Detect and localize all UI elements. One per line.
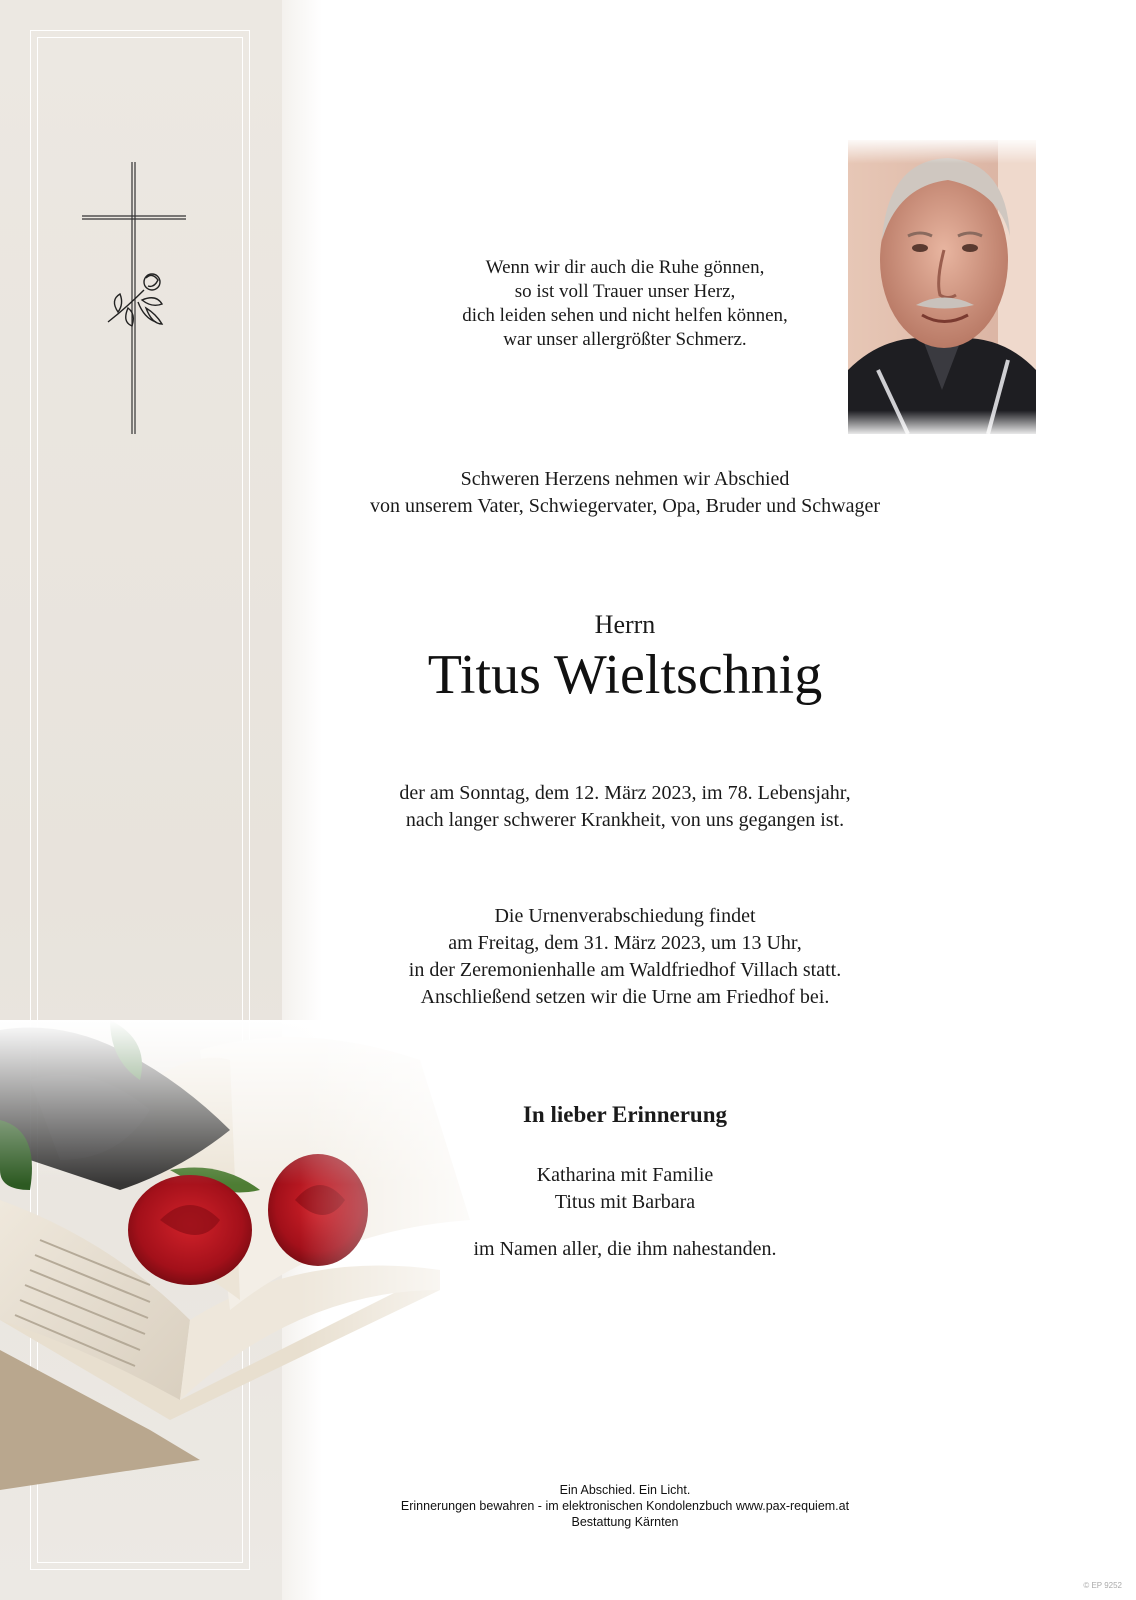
salutation: Herrn [594,610,656,639]
footer [300,1482,950,1530]
poem-line: war unser allergrößter Schmerz. [503,329,747,350]
ceremony-line: am Freitag, dem 31. März 2023, um 13 Uhr, [448,932,802,954]
closing-line: im Namen aller, die ihm nahestanden. [473,1238,777,1260]
death-notice-line: der am Sonntag, dem 12. März 2023, im 78. Lebensjahr, [399,782,851,804]
death-notice [300,780,950,834]
death-notice-line: nach langer schwerer Krankheit, von uns gegangen ist. [405,809,845,831]
deceased-name: Titus Wieltschnig [427,644,823,706]
ceremony-line: in der Zeremonienhalle am Waldfriedhof Villach statt. [408,959,842,981]
ceremony-details [300,903,950,1011]
intro-line: Schweren Herzens nehmen wir Abschied [460,468,790,490]
mourner: Titus mit Barbara [554,1191,696,1213]
farewell-intro [300,466,950,520]
mourner: Katharina mit Familie [536,1164,714,1186]
ceremony-line: Die Urnenverabschiedung findet [494,905,756,927]
footer-line: Erinnerungen bewahren - im elektronischen Kondolenzbuch www.pax-requiem.at [400,1499,850,1513]
poem-line: so ist voll Trauer unser Herz, [514,281,736,302]
mourners-list [300,1162,950,1216]
ceremony-line: Anschließend setzen wir die Urne am Friedhof bei. [420,986,830,1008]
poem [330,256,920,352]
poem-line: dich leiden sehen und nicht helfen können, [462,305,788,326]
footer-line: Bestattung Kärnten [571,1515,679,1529]
footer-line: Ein Abschied. Ein Licht. [559,1483,691,1497]
intro-line: von unserem Vater, Schwiegervater, Opa, Bruder und Schwager [369,495,881,517]
memory-heading: In lieber Erinnerung [522,1102,728,1127]
poem-line: Wenn wir dir auch die Ruhe gönnen, [485,257,765,278]
cross-with-rose-icon [82,162,186,434]
template-code: © EP 9252 [1083,1581,1122,1590]
